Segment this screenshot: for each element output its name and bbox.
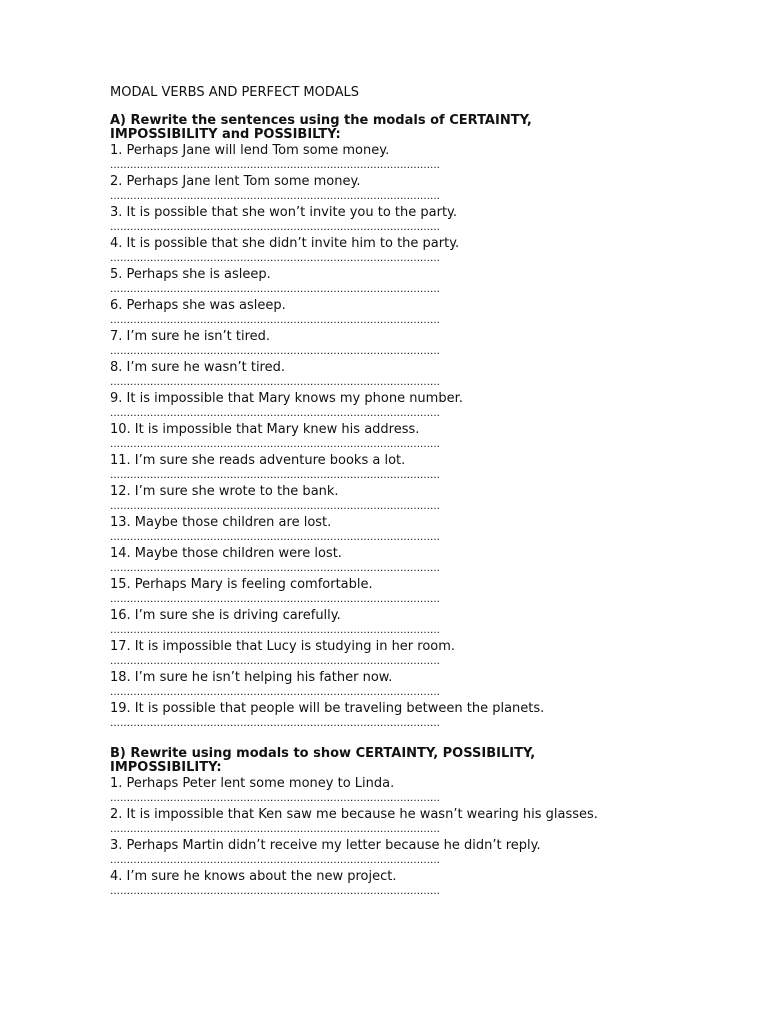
exercise-question: 3. It is possible that she won’t invite you to the party.	[110, 205, 458, 220]
page-title: MODAL VERBS AND PERFECT MODALS	[110, 85, 360, 100]
exercise-item	[110, 775, 710, 806]
exercise-question: 9. It is impossible that Mary knows my phone number.	[110, 391, 463, 406]
answer-dotted-line[interactable]: ………………………………………………………………………………………	[110, 222, 440, 233]
answer-dotted-line[interactable]: ………………………………………………………………………………………	[110, 408, 440, 419]
exercise-item	[110, 297, 710, 328]
exercise-question: 17. It is impossible that Lucy is studying in her room.	[110, 639, 456, 654]
section-b-heading-line2: IMPOSSIBILITY:	[110, 760, 222, 775]
answer-dotted-line[interactable]: ………………………………………………………………………………………	[110, 501, 440, 512]
section-a-heading-line2: IMPOSSIBILITY and POSSIBILTY:	[110, 127, 341, 142]
exercise-item	[110, 868, 710, 899]
exercise-item	[110, 452, 710, 483]
exercise-question: 2. It is impossible that Ken saw me because he wasn’t wearing his glasses.	[110, 807, 598, 822]
exercise-item	[110, 607, 710, 638]
exercise-item	[110, 837, 710, 868]
exercise-question: 2. Perhaps Jane lent Tom some money.	[110, 174, 361, 189]
answer-dotted-line[interactable]: ………………………………………………………………………………………	[110, 625, 440, 636]
exercise-question: 8. I’m sure he wasn’t tired.	[110, 360, 285, 375]
answer-dotted-line[interactable]: ………………………………………………………………………………………	[110, 793, 440, 804]
answer-dotted-line[interactable]: ………………………………………………………………………………………	[110, 470, 440, 481]
exercise-item	[110, 142, 710, 173]
answer-dotted-line[interactable]: ………………………………………………………………………………………	[110, 253, 440, 264]
exercise-item	[110, 328, 710, 359]
section-a	[110, 114, 710, 731]
answer-dotted-line[interactable]: ………………………………………………………………………………………	[110, 284, 440, 295]
answer-dotted-line[interactable]: ………………………………………………………………………………………	[110, 594, 440, 605]
answer-dotted-line[interactable]: ………………………………………………………………………………………	[110, 855, 440, 866]
exercise-question: 14. Maybe those children were lost.	[110, 546, 342, 561]
answer-dotted-line[interactable]: ………………………………………………………………………………………	[110, 886, 440, 897]
exercise-item	[110, 483, 710, 514]
answer-dotted-line[interactable]: ………………………………………………………………………………………	[110, 346, 440, 357]
exercise-question: 18. I’m sure he isn’t helping his father now.	[110, 670, 393, 685]
exercise-question: 10. It is impossible that Mary knew his address.	[110, 422, 420, 437]
exercise-question: 15. Perhaps Mary is feeling comfortable.	[110, 577, 373, 592]
exercise-item	[110, 700, 710, 731]
answer-dotted-line[interactable]: ………………………………………………………………………………………	[110, 315, 440, 326]
exercise-item	[110, 576, 710, 607]
exercise-question: 11. I’m sure she reads adventure books a lot.	[110, 453, 406, 468]
exercise-question: 7. I’m sure he isn’t tired.	[110, 329, 271, 344]
exercise-question: 12. I’m sure she wrote to the bank.	[110, 484, 339, 499]
answer-dotted-line[interactable]: ………………………………………………………………………………………	[110, 563, 440, 574]
exercise-item	[110, 421, 710, 452]
exercise-question: 5. Perhaps she is asleep.	[110, 267, 271, 282]
exercise-question: 4. I’m sure he knows about the new project.	[110, 869, 397, 884]
exercise-question: 4. It is possible that she didn’t invite him to the party.	[110, 236, 460, 251]
answer-dotted-line[interactable]: ………………………………………………………………………………………	[110, 687, 440, 698]
exercise-question: 6. Perhaps she was asleep.	[110, 298, 286, 313]
exercise-item	[110, 545, 710, 576]
section-a-heading-line1: A) Rewrite the sentences using the modals of CERTAINTY,	[110, 113, 532, 128]
exercise-question: 1. Perhaps Jane will lend Tom some money.	[110, 143, 390, 158]
section-gap	[110, 731, 710, 747]
answer-dotted-line[interactable]: ………………………………………………………………………………………	[110, 439, 440, 450]
exercise-item	[110, 638, 710, 669]
exercise-question: 3. Perhaps Martin didn’t receive my letter because he didn’t reply.	[110, 838, 541, 853]
answer-dotted-line[interactable]: ………………………………………………………………………………………	[110, 160, 440, 171]
section-b-items	[110, 775, 710, 899]
exercise-item	[110, 173, 710, 204]
worksheet-page	[110, 84, 710, 899]
answer-dotted-line[interactable]: ………………………………………………………………………………………	[110, 656, 440, 667]
section-a-items	[110, 142, 710, 731]
exercise-question: 16. I’m sure she is driving carefully.	[110, 608, 341, 623]
section-b-heading-line1: B) Rewrite using modals to show CERTAINTY, POSSIBILITY,	[110, 746, 536, 761]
exercise-item	[110, 669, 710, 700]
exercise-question: 13. Maybe those children are lost.	[110, 515, 332, 530]
exercise-item	[110, 806, 710, 837]
exercise-item	[110, 204, 710, 235]
section-b	[110, 747, 710, 899]
exercise-item	[110, 359, 710, 390]
exercise-item	[110, 390, 710, 421]
exercise-question: 19. It is possible that people will be traveling between the planets.	[110, 701, 545, 716]
answer-dotted-line[interactable]: ………………………………………………………………………………………	[110, 824, 440, 835]
answer-dotted-line[interactable]: ………………………………………………………………………………………	[110, 718, 440, 729]
answer-dotted-line[interactable]: ………………………………………………………………………………………	[110, 191, 440, 202]
exercise-item	[110, 266, 710, 297]
exercise-question: 1. Perhaps Peter lent some money to Linda.	[110, 776, 395, 791]
exercise-item	[110, 514, 710, 545]
answer-dotted-line[interactable]: ………………………………………………………………………………………	[110, 377, 440, 388]
exercise-item	[110, 235, 710, 266]
answer-dotted-line[interactable]: ………………………………………………………………………………………	[110, 532, 440, 543]
